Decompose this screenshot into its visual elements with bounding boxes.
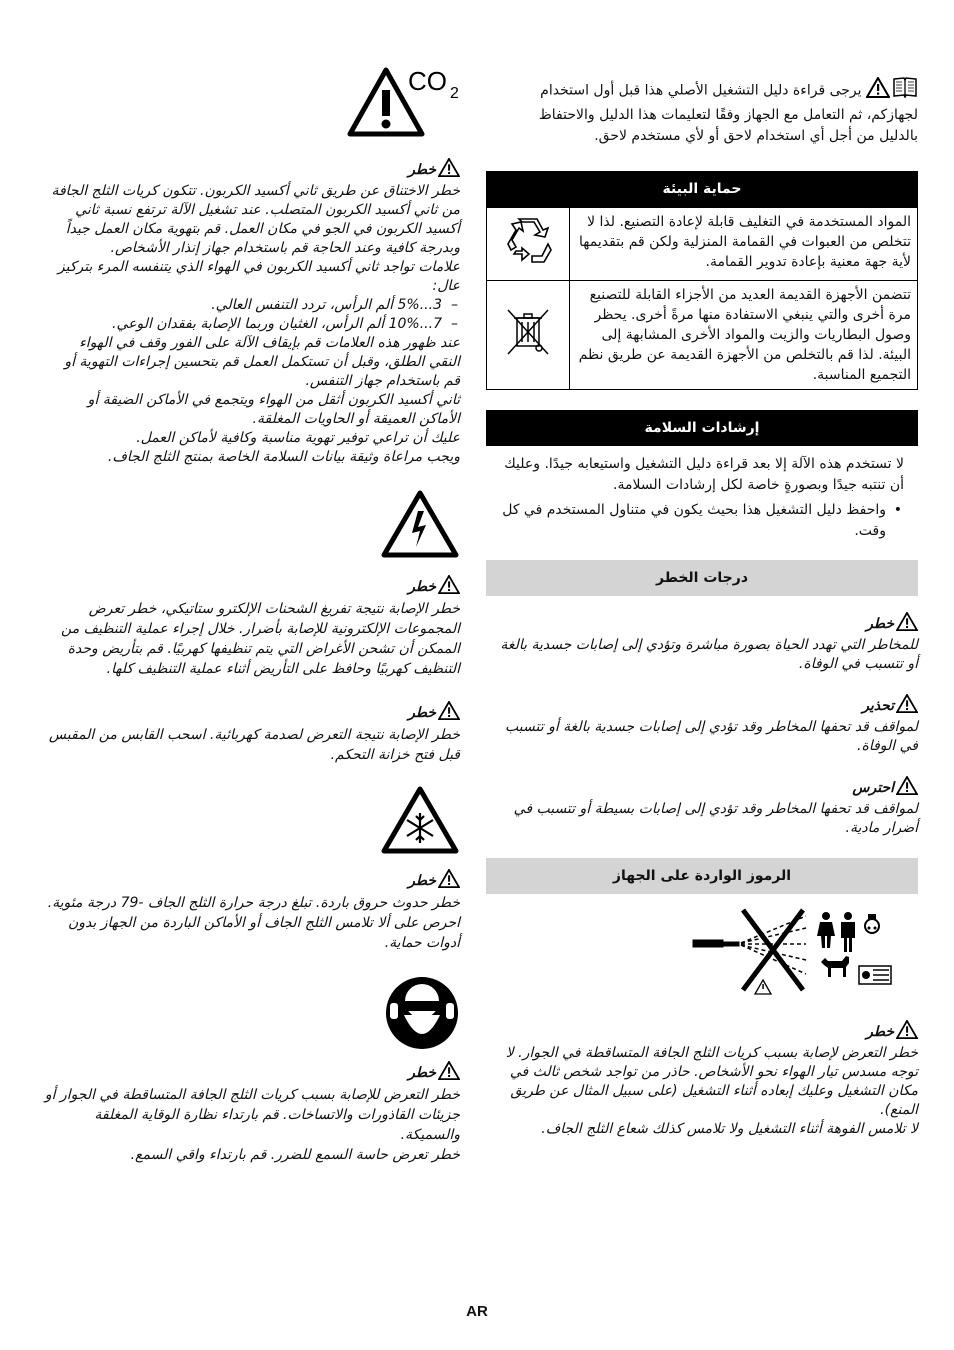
recycling-icon [487,208,570,281]
protection-text-1: خطر التعرض للإصابة بسبب كريات الثلج الجافة المتساقطة في الجوار أو جزيئات القاذورات والاتساخات. قم بارتداء نظارة الوقاية المغلقة والسميكة. [44,1087,460,1143]
co2-subscript: 2 [450,85,459,102]
safety-list [486,500,918,542]
electric-shock-icon [44,489,460,561]
danger-level-item [486,612,918,674]
warning-triangle-icon [896,694,918,718]
cold-burn-text: خطر حدوث حروق باردة. تبلغ درجة حرارة الثلج الجاف -79 درجة مئوية. احرص على ألا تلامس الثلج الجاف أو الأماكن الباردة من الجهاز بدون أدوات حماية. [47,895,460,951]
danger-label: خطر [866,616,894,632]
blast-warning-pictogram [486,906,918,1006]
environment-section [486,171,918,390]
warning-triangle-icon [438,869,460,893]
caution-description: لمواقف قد تحفها المخاطر وقد تؤدي إلى إصابات بسيطة أو تتسبب في أضرار مادية. [513,801,918,836]
crossed-bin-icon [487,281,570,390]
left-column [44,66,460,1165]
environment-text-2: تتضمن الأجهزة القديمة العديد من الأجزاء القابلة للتصنيع مرة أخرى والتي ينبغي الاستفادة منها مرةً أخرى. يحظر وصول البطاريات والزيت والمواد الأخرى المشابهة إلى البيئة. لذا قم بالتخلص من الأجهزة القديمة عن طريق نظم التجميع المناسبة. [570,281,918,390]
device-warning-text: خطر التعرض لإصابة بسبب كريات الثلج الجافة المتساقطة في الجوار. لا توجه مسدس تيار الهواء نحو الأشخاص. حاذر من تواجد شخص ثالث في مكان التشغيل وعليك إبعاده أثناء التشغيل (على سبيل المثال عن طريق المنع). [505,1045,918,1118]
device-symbols-header: الرموز الواردة على الجهاز [486,858,918,894]
page-language-code: AR [466,1303,488,1320]
caution-level-item [486,776,918,838]
intro-text: يرجى قراءة دليل التشغيل الأصلي هذا قبل أول استخدام لجهازكم، ثم التعامل مع الجهاز وفقًا لتعليمات هذا الدليل والاحتفاظ بالدليل من أجل أي استخدام لاحق أو لأي مستخدم لاحق. [514,68,918,147]
danger-label: خطر [866,1024,894,1040]
danger-label: خطر [408,1065,436,1081]
electrostatic-warning [44,575,460,679]
environment-header: حماية البيئة [486,171,918,207]
co2-paragraph-6: ويجب مراعاة وثيقة بيانات السلامة الخاصة بمنتج الثلج الجاف. [107,449,460,465]
warning-triangle-icon [866,77,890,105]
warning-description: لمواقف قد تحفها المخاطر وقد تؤدي إلى إصابات جسدية بالغة أو تتسبب في الوفاة. [505,719,918,754]
electric-shock-warning [44,701,460,765]
manual-book-icon [892,76,918,105]
danger-label: خطر [408,873,436,889]
device-warning [486,1020,918,1139]
environment-table [486,207,918,390]
electrostatic-text: خطر الإصابة نتيجة تفريغ الشحنات الإلكترو ستاتيكي، خطر تعرض المجموعات الإلكترونية للإصابة بأضرار. خلال إجراء عملية التنظيف من الممكن أن تشحن الأغراض التي يتم تنظيفها كهربيًا. قم بتأريض وحدة التنظيف كهربيًا وحافظ على التأريض أثناء عملية التنظيف كلها. [61,601,460,677]
caution-label: احترس [852,780,894,796]
table-row [487,281,918,390]
table-row [487,208,918,281]
safety-header: إرشادات السلامة [486,410,918,446]
right-column [486,68,918,1139]
device-warning-text-2: لا تلامس الفوهة أثناء التشغيل ولا تلامس كذلك شعاع الثلج الجاف. [541,1121,918,1137]
co2-paragraph-3: عند ظهور هذه العلامات قم بإيقاف الآلة على الفور وقف في الهواء النقي الطلق، وقبل أن تستكمل العمل قم بتحسين إجراءات التهوية أو قم باستخدام جهاز التنفس. [64,335,460,389]
warning-triangle-icon [438,701,460,725]
environment-text-1: المواد المستخدمة في التغليف قابلة لإعادة التصنيع. لذا لا تتخلص من العبوات في القمامة المنزلية ولكن قم بتقديمها لأية جهة معنية بإعادة تدوير القمامة. [570,208,918,281]
warning-triangle-icon [896,612,918,636]
warning-triangle-icon [896,776,918,800]
co2-symptoms-list [44,296,460,334]
danger-label: خطر [408,579,436,595]
safety-text: لا تستخدم هذه الآلة إلا بعد قراءة دليل التشغيل واستيعابه جيدًا. وعليك أن تنتبه جيدًا وبصورةٍ خاصة لكل إرشادات السلامة. [504,456,904,493]
warning-label: تحذير [862,698,894,714]
co2-paragraph-5: عليك أن تراعي توفير تهوية مناسبة وكافية لأماكن العمل. [136,430,460,446]
safety-section [486,410,918,542]
device-symbols-section [486,858,918,1139]
warning-level-item [486,694,918,756]
danger-description: للمخاطر التي تهدد الحياة بصورة مباشرة وتؤدي إلى إصابات جسدية بالغة أو تتسبب في الوفاة. [500,637,918,672]
protective-equipment-icon [44,975,460,1051]
list-item: – 7...10% ألم الرأس، الغثيان وربما الإصابة بفقدان الوعي. [44,315,442,334]
warning-triangle-icon [896,1020,918,1044]
protection-warning [44,1061,460,1165]
co2-text: CO [408,66,447,96]
co2-warning-icon [44,66,460,146]
warning-triangle-icon [438,1061,460,1085]
cold-hazard-icon [44,785,460,857]
cold-burn-warning [44,869,460,953]
co2-paragraph-1: خطر الاختناق عن طريق ثاني أكسيد الكربون. تتكون كريات الثلج الجافة من ثاني أكسيد الكربون المتصلب. عند تشغيل الآلة ترتفع نسبة ثاني أكسيد الكربون في الجو في مكان العمل. قم بتهوية مكان العمل جيداً وبدرجة كافية وعند الحاجة قم باستخدام جهاز إنذار الأشخاص. [51,183,460,256]
warning-triangle-icon [438,158,460,182]
electric-shock-text: خطر الإصابة نتيجة التعرض لصدمة كهربائية. اسحب القابس من المقبس قبل فتح خزانة التحكم. [48,727,460,763]
danger-label: خطر [408,162,436,178]
danger-levels-section [486,560,918,838]
co2-paragraph-2: علامات تواجد ثاني أكسيد الكربون في الهواء الذي يتنفسه المرء بتركيز عال: [57,259,460,294]
co2-warning [44,158,460,467]
danger-label: خطر [408,705,436,721]
warning-triangle-icon [438,575,460,599]
co2-paragraph-4: ثاني أكسيد الكربون أثقل من الهواء ويتجمع في الأماكن الضيقة أو الأماكن العميقة أو الحاويات المغلقة. [87,392,460,427]
intro-block [514,68,918,147]
list-item: – 3...5% ألم الرأس، تردد التنفس العالي. [44,296,442,315]
list-item: • واحفظ دليل التشغيل هذا بحيث يكون في متناول المستخدم في كل وقت. [486,500,886,542]
protection-text-2: خطر تعرض حاسة السمع للضرر. قم بارتداء واقي السمع. [130,1147,460,1163]
danger-levels-header: درجات الخطر [486,560,918,596]
